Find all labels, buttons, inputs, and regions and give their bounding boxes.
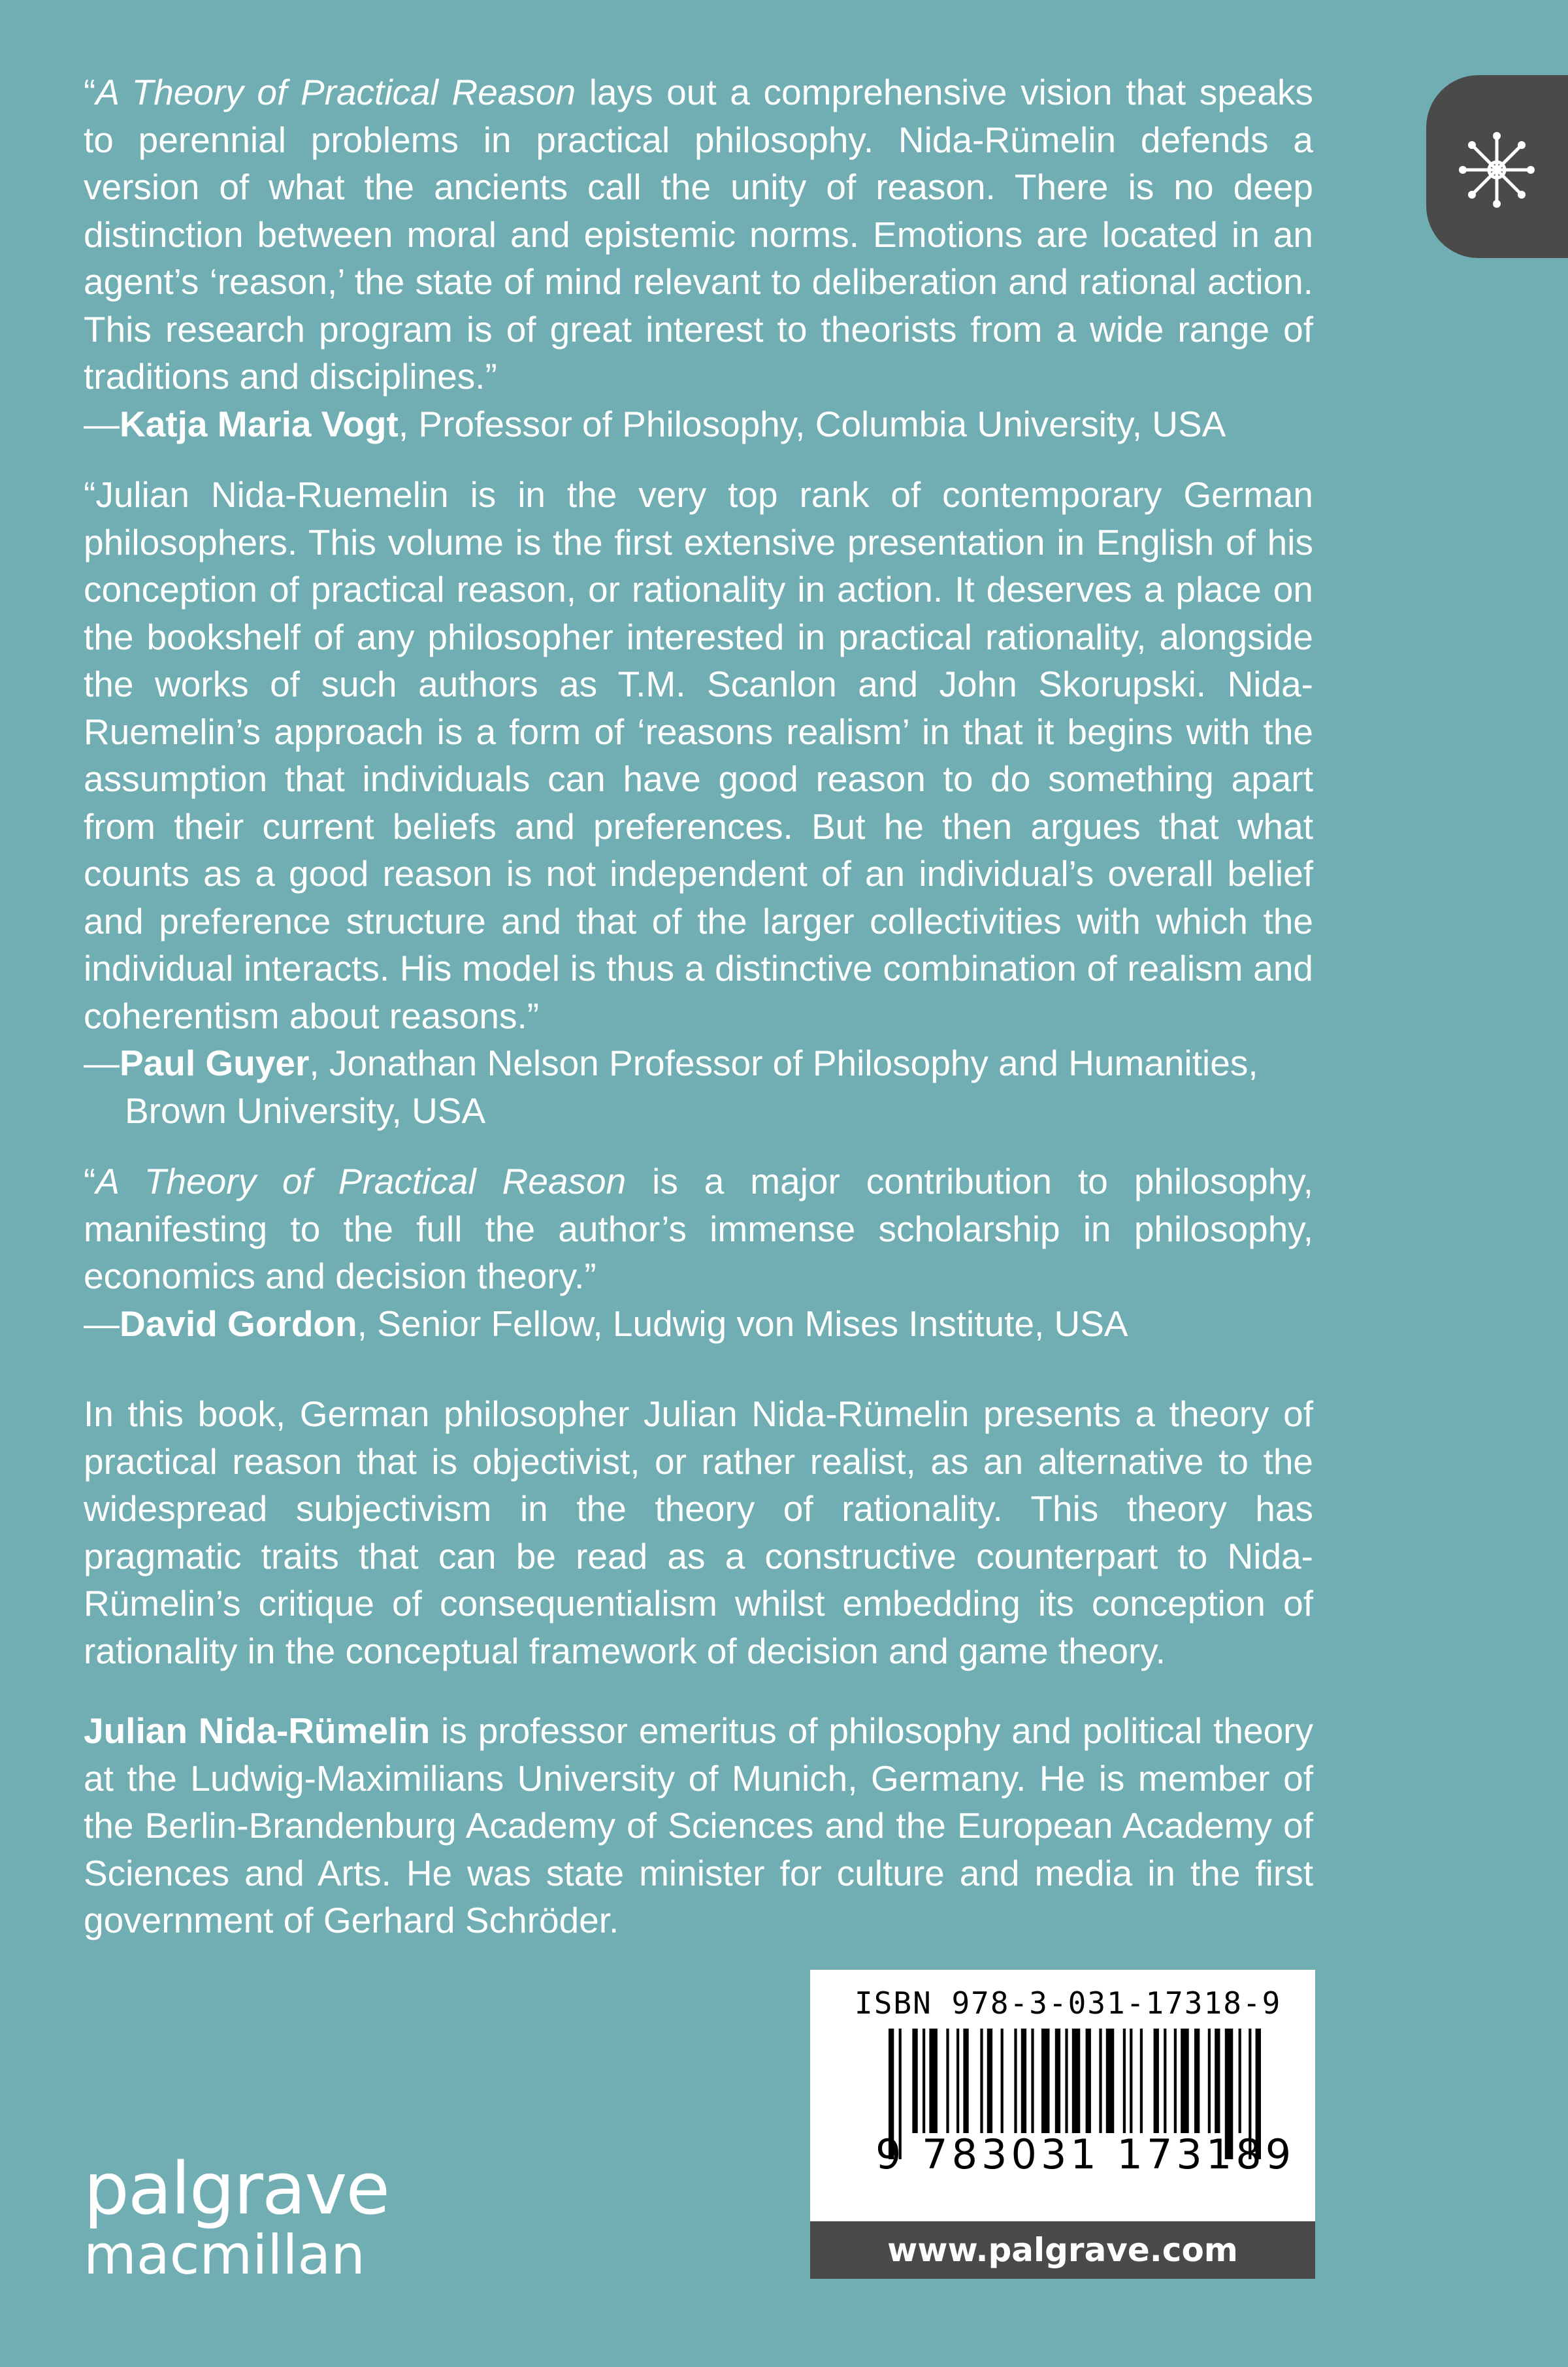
review-blurb-1 [84, 69, 1313, 448]
logo-macmillan: macmillan [84, 2223, 365, 2287]
barcode-bar [1031, 2029, 1034, 2133]
reviewer-affiliation: , Jonathan Nelson Professor of Philosophy and Humanities, Brown University, USA [125, 1043, 1258, 1131]
reviewer-affiliation: , Senior Fellow, Ludwig von Mises Institute, USA [357, 1303, 1128, 1344]
reviewer-name: Paul Guyer [120, 1043, 310, 1083]
author-name: Julian Nida-Rümelin [84, 1710, 431, 1751]
barcode-bar [1099, 2029, 1102, 2133]
barcode-bar [946, 2029, 949, 2133]
barcode-bar [1021, 2029, 1026, 2133]
reviewer-name: Katja Maria Vogt [120, 403, 399, 444]
review-attribution [84, 1039, 1313, 1134]
barcode-bar [1072, 2029, 1081, 2133]
review-quote [84, 1158, 1313, 1300]
barcode-bar [1065, 2029, 1068, 2133]
open-quote: “ [84, 1161, 96, 1201]
review-quote [84, 69, 1313, 400]
book-title: A Theory of Practical Reason [95, 72, 576, 112]
barcode-bar [1001, 2029, 1004, 2133]
barcode-bar [1194, 2029, 1200, 2133]
barcode-bar [1041, 2029, 1050, 2133]
review-attribution [84, 400, 1313, 448]
barcode-bar [1055, 2029, 1060, 2133]
barcode-bar [1140, 2029, 1143, 2133]
review-quote: “Julian Nida-Ruemelin is in the very top rank of contemporary German philosophers. This volume is the first extensive presentation in English of his conception of practical reason, or rationality in action. It deserves a place on the bookshelf of any philosopher interested in practical rationality, alongside the works of such authors as T.M. Scanlon and John Skorupski. Nida-Ruemelin’s approach is a form of ‘reasons realism’ in that it begins with the assumption that individuals can have good reason to do something apart from their current beliefs and preferences. But he then argues that what counts as a good reason is not independent of an individual’s overall belief and preference structure and that of the larger collectivities with which the individual interacts. His model is thus a distinctive combination of realism and coherentism about reasons.” [84, 474, 1313, 1036]
book-title: A Theory of Practical Reason [95, 1161, 627, 1201]
barcode-digits: 9 783031 173189 [875, 2130, 1296, 2178]
barcode-bar [980, 2029, 983, 2133]
barcode-bar [1239, 2029, 1241, 2133]
review-attribution [84, 1300, 1313, 1348]
barcode-bar [956, 2029, 959, 2133]
open-quote: “ [84, 72, 96, 112]
publisher-url: www.palgrave.com [810, 2221, 1315, 2279]
dash: — [84, 403, 120, 444]
logo-palgrave: palgrave [84, 2147, 389, 2230]
barcode-bar [1086, 2029, 1091, 2133]
barcode-bar [1014, 2029, 1017, 2133]
barcode-bar [1174, 2029, 1177, 2133]
review-blurb-3 [84, 1158, 1313, 1347]
review-blurb-2 [84, 471, 1313, 1134]
barcode-bar [1164, 2029, 1166, 2133]
barcode-bar [1123, 2029, 1126, 2133]
barcode-bar [1130, 2029, 1132, 2133]
barcode-bar [1181, 2029, 1189, 2133]
barcode-bar [1106, 2029, 1115, 2133]
isbn-barcode [810, 1970, 1315, 2221]
dash: — [84, 1043, 120, 1083]
author-bio [84, 1707, 1313, 1944]
publisher-badge [1426, 75, 1568, 258]
quote-text: lays out a comprehensive vision that speaks to perennial problems in practical philosophy. Nida-Rümelin defends a version of what the ancients call the unity of reason. There is no deep distinction between moral and epistemic norms. Emotions are located in an agent’s ‘reason,’ the state of mind relevant to deliberation and rational action. This research program is of great interest to theorists from a wide range of traditions and disciplines.” [84, 72, 1314, 397]
dash: — [84, 1303, 120, 1344]
isbn-label: ISBN 978-3-031-17318-9 [855, 1985, 1282, 2021]
palgrave-macmillan-logo [84, 2147, 389, 2287]
barcode-bar [923, 2029, 925, 2133]
palgrave-star-icon [1458, 131, 1536, 209]
quote-text: is a major contribution to philosophy, manifesting to the full the author’s immense scholarship in philosophy, economics and decision theory.” [84, 1161, 1313, 1296]
back-cover-text [84, 69, 1313, 1944]
barcode-bar [929, 2029, 938, 2133]
barcode-bar [963, 2029, 968, 2133]
barcode-bar [912, 2029, 917, 2133]
author-bio-text: is professor emeritus of philosophy and political theory at the Ludwig-Maximilians University of Munich, Germany. He is member of the Berlin-Brandenburg Academy of Sciences and the European Academy of Sciences and Arts. He was state minister for culture and media in the first government of Gerhard Schröder. [84, 1710, 1313, 1940]
book-description: In this book, German philosopher Julian Nida-Rümelin presents a theory of practical reason that is objectivist, or rather realist, as an alternative to the widespread subjectivism in the theory of rationality. This theory has pragmatic traits that can be read as a constructive counterpart to Nida-Rümelin’s critique of consequentialism whilst embedding its conception of rationality in the conceptual framework of decision and game theory. [84, 1394, 1313, 1671]
barcode-bar [987, 2029, 992, 2133]
barcode-bar [1208, 2029, 1211, 2133]
reviewer-affiliation: , Professor of Philosophy, Columbia University, USA [398, 403, 1226, 444]
barcode-bar [1154, 2029, 1159, 2133]
reviewer-name: David Gordon [120, 1303, 357, 1344]
barcode-bar [1215, 2029, 1220, 2133]
